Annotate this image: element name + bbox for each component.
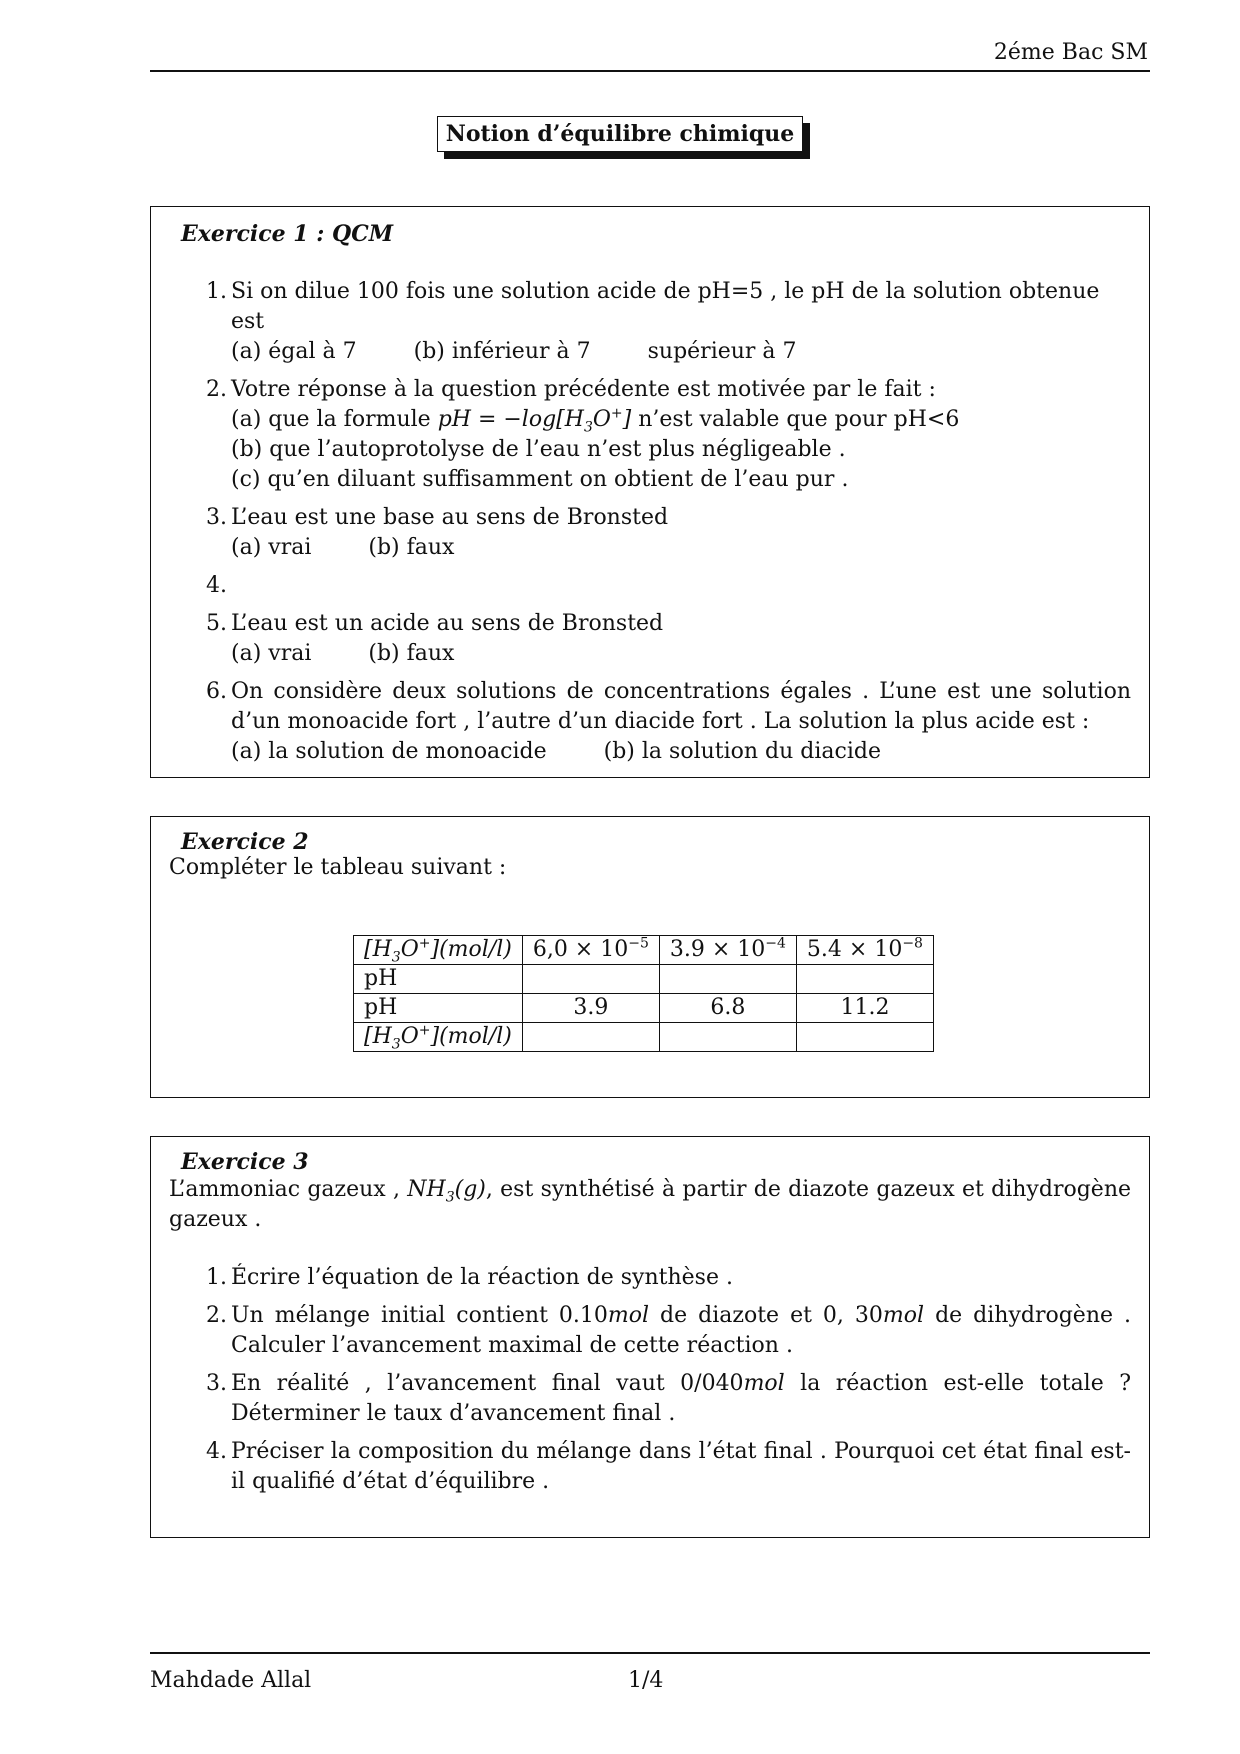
question-number: 5.	[206, 611, 227, 636]
empty-cell	[796, 965, 933, 994]
question-text: Préciser la composition du mélange dans l’état final . Pourquoi cet état final est-il qualifié d’état d’équilibre .	[231, 1439, 1131, 1494]
exercise-2-box	[150, 816, 1150, 1098]
exercise-2-title: Exercice 2	[181, 829, 309, 855]
conc-label-cell	[354, 1023, 523, 1052]
formula-start: pH = −log[H	[437, 407, 584, 432]
question-text: Écrire l’équation de la réaction de synthèse .	[231, 1265, 733, 1290]
conc-value-cell	[796, 936, 933, 965]
exponent: −5	[628, 935, 649, 952]
exponent: −8	[902, 935, 923, 952]
question-text: Votre réponse à la question précédente est motivée par le fait :	[231, 377, 936, 402]
text-part: de dihydrogène . Calculer l’avancement maximal de cette réaction .	[231, 1303, 1131, 1358]
question-number: 3.	[206, 1371, 227, 1396]
nh3-formula	[407, 1177, 486, 1206]
header-rule	[150, 70, 1150, 72]
option-a: (a) égal à 7	[231, 339, 357, 364]
option-a-prefix: (a) que la formule	[231, 407, 431, 432]
question-1	[151, 277, 1149, 367]
formula-close: ]	[622, 407, 632, 432]
option-c: (c) qu’en diluant suffisamment on obtient de l’eau pur .	[231, 467, 849, 492]
table-row	[354, 965, 934, 994]
table-row	[354, 936, 934, 965]
exercise-3-questions	[151, 1263, 1149, 1497]
question-number: 4.	[206, 1439, 227, 1464]
unit: mol	[882, 1303, 925, 1328]
table-row	[354, 1023, 934, 1052]
ph-label-cell: pH	[354, 965, 523, 994]
exercise-3-title: Exercice 3	[181, 1149, 309, 1175]
option-c: supérieur à 7	[647, 339, 797, 364]
option-b: (b) la solution du diacide	[603, 739, 881, 764]
exponent: −4	[765, 935, 786, 952]
exercise-1-questions	[151, 277, 1149, 767]
footer-rule	[150, 1652, 1150, 1654]
conc-label-o: O	[400, 1024, 419, 1049]
question-6	[151, 677, 1149, 767]
question-options	[231, 337, 1131, 367]
question-number: 1.	[206, 279, 227, 304]
ph-table	[353, 935, 934, 1052]
question-number: 1.	[206, 1265, 227, 1290]
question-4	[151, 1437, 1149, 1497]
question-number: 3.	[206, 505, 227, 530]
question-text: On considère deux solutions de concentrations égales . L’une est une solution d’un monoacide fort , l’autre d’un diacide fort . La solution la plus acide est :	[231, 679, 1131, 734]
unit: mol	[743, 1371, 785, 1396]
conc-label-o: O	[400, 937, 419, 962]
formula-subscript: 3	[445, 1189, 455, 1206]
empty-cell	[659, 965, 796, 994]
question-text: Si on dilue 100 fois une solution acide de pH=5 , le pH de la solution obtenue est	[231, 279, 1100, 334]
question-options	[231, 533, 1131, 563]
question-1	[151, 1263, 1149, 1293]
conc-label-cell	[354, 936, 523, 965]
question-4	[151, 571, 1149, 601]
conc-label-sup: +	[418, 935, 431, 952]
conc-value-cell	[659, 936, 796, 965]
question-number: 4.	[206, 573, 227, 598]
footer-page-number: 1/4	[628, 1668, 664, 1693]
option-b: (b) faux	[368, 535, 455, 560]
text-part: Un mélange initial contient 0.10	[231, 1303, 608, 1328]
formula-nh: NH	[407, 1177, 446, 1202]
text-part: de diazote et 0, 30	[660, 1303, 883, 1328]
conc-label-post: ](mol/l)	[430, 1024, 512, 1049]
empty-cell	[522, 1023, 659, 1052]
document-title: Notion d’équilibre chimique	[437, 116, 804, 152]
footer-author: Mahdade Allal	[150, 1668, 312, 1693]
conc-label-sup: +	[418, 1022, 431, 1039]
conc-label-sub: 3	[391, 1036, 401, 1053]
mantissa: 5.4 × 10	[806, 937, 903, 962]
empty-cell	[796, 1023, 933, 1052]
option-a: (a) vrai	[231, 641, 312, 666]
option-a	[231, 405, 1131, 435]
question-5	[151, 609, 1149, 669]
text-part: En réalité , l’avancement final vaut 0/040	[231, 1371, 744, 1396]
exercise-3-intro	[169, 1175, 1131, 1235]
table-row	[354, 994, 934, 1023]
question-text-empty	[231, 571, 1131, 601]
intro-suffix: , est synthétisé à partir de diazote gazeux et dihydrogène gazeux .	[169, 1177, 1132, 1232]
conc-label-pre: [H	[364, 937, 392, 962]
text-part: la réaction est-elle totale ? Déterminer le taux d’avancement final .	[231, 1371, 1131, 1426]
ph-value-cell: 3.9	[522, 994, 659, 1023]
formula-superscript: +	[610, 405, 623, 422]
question-3	[151, 503, 1149, 563]
empty-cell	[522, 965, 659, 994]
mantissa: 3.9 × 10	[669, 937, 766, 962]
question-number: 6.	[206, 679, 227, 704]
question-2	[151, 1301, 1149, 1361]
conc-value-cell	[522, 936, 659, 965]
question-number: 2.	[206, 1303, 227, 1328]
title-wrap	[0, 116, 1240, 152]
option-a-suffix: n’est valable que pour pH<6	[638, 407, 960, 432]
formula-subscript: 3	[583, 419, 593, 436]
question-options	[231, 639, 1131, 669]
option-a: (a) vrai	[231, 535, 312, 560]
option-b: (b) inférieur à 7	[413, 339, 591, 364]
ph-value-cell: 11.2	[796, 994, 933, 1023]
exercise-1-box	[150, 206, 1150, 778]
exercise-2-instruction: Compléter le tableau suivant :	[169, 855, 507, 880]
option-a: (a) la solution de monoacide	[231, 739, 547, 764]
empty-cell	[659, 1023, 796, 1052]
question-2	[151, 375, 1149, 495]
question-number: 2.	[206, 377, 227, 402]
question-options	[231, 737, 1131, 767]
question-text: L’eau est un acide au sens de Bronsted	[231, 611, 664, 636]
conc-label-pre: [H	[364, 1024, 392, 1049]
header-class-label: 2éme Bac SM	[993, 40, 1148, 65]
ph-value-cell: 6.8	[659, 994, 796, 1023]
conc-label-post: ](mol/l)	[430, 937, 512, 962]
formula-o: O	[592, 407, 611, 432]
question-text	[231, 1301, 1131, 1361]
ph-label-cell: pH	[354, 994, 523, 1023]
intro-prefix: L’ammoniac gazeux ,	[169, 1177, 400, 1202]
question-3	[151, 1369, 1149, 1429]
question-text: L’eau est une base au sens de Bronsted	[231, 505, 669, 530]
exercise-3-box	[150, 1136, 1150, 1538]
option-b: (b) que l’autoprotolyse de l’eau n’est plus négligeable .	[231, 437, 846, 462]
exercise-1-title: Exercice 1 : QCM	[181, 221, 394, 247]
ph-formula	[437, 405, 632, 436]
question-text	[231, 1369, 1131, 1429]
mantissa: 6,0 × 10	[532, 937, 629, 962]
unit: mol	[607, 1303, 650, 1328]
formula-state: (g)	[454, 1177, 486, 1202]
option-b: (b) faux	[368, 641, 455, 666]
conc-label-sub: 3	[391, 949, 401, 966]
